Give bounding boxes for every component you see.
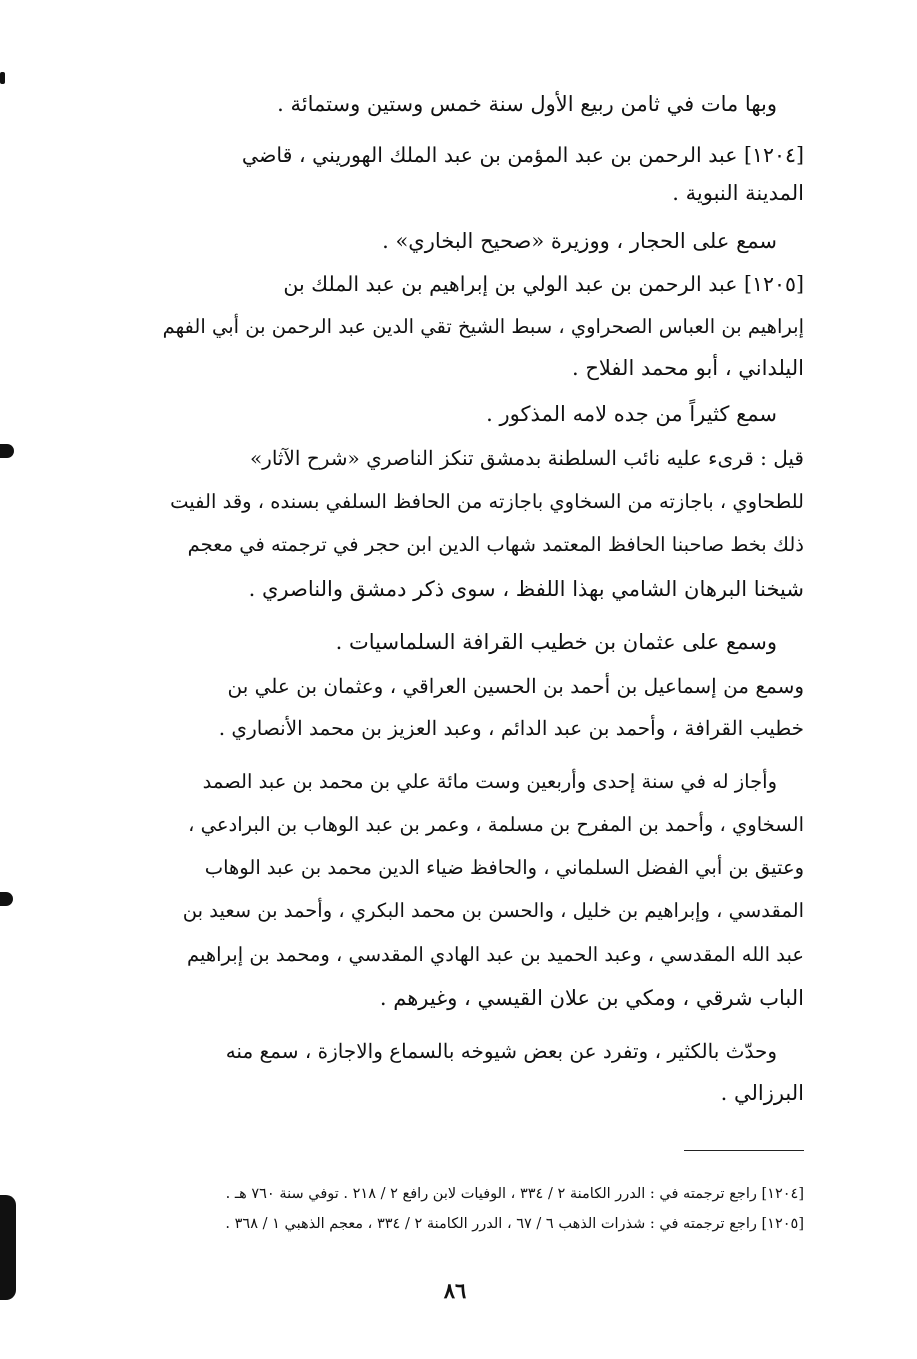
text-line: ذلك بخط صاحبنا الحافظ المعتمد شهاب الدين ابن حجر في ترجمته في معجم — [187, 533, 804, 556]
scan-mark — [0, 72, 5, 84]
text-line: وعتيق بن أبي الفضل السلماني ، والحافظ ضياء الدين محمد بن عبد الوهاب — [204, 856, 804, 879]
scan-mark — [0, 892, 13, 906]
text-line: وأجاز له في سنة إحدى وأربعين وست مائة علي بن محمد بن عبد الصمد — [202, 770, 777, 793]
text-line: وسمع على عثمان بن خطيب القرافة السلماسيات . — [335, 630, 777, 654]
page-number: ٨٦ — [443, 1278, 467, 1303]
text-line: للطحاوي ، باجازته من السخاوي باجازته من الحافظ السلفي بسنده ، وقد الفيت — [170, 490, 804, 513]
text-line: الباب شرقي ، ومكي بن علان القيسي ، وغيرهم . — [379, 986, 804, 1010]
text-line: وسمع من إسماعيل بن أحمد بن الحسين العراقي ، وعثمان بن علي بن — [227, 674, 804, 698]
text-line: اليلداني ، أبو محمد الفلاح . — [572, 356, 804, 380]
text-line: شيخنا البرهان الشامي بهذا اللفظ ، سوى ذكر دمشق والناصري . — [248, 577, 804, 601]
footnote-separator — [684, 1150, 804, 1151]
text-line: المدينة النبوية . — [672, 181, 804, 205]
footnote-1204: [١٢٠٤] راجع ترجمته في : الدرر الكامنة ٢ / ٣٣٤ ، الوفيات لابن رافع ٢ / ٢١٨ . توفي سنة ٧٦٠ هـ . — [225, 1186, 804, 1202]
text-line: خطيب القرافة ، وأحمد بن عبد الدائم ، وعبد العزيز بن محمد الأنصاري . — [218, 716, 804, 740]
text-line: سمع كثيراً من جده لامه المذكور . — [486, 402, 777, 426]
footnote-1205: [١٢٠٥] راجع ترجمته في : شذرات الذهب ٦ / ٦٧ ، الدرر الكامنة ٢ / ٣٣٤ ، معجم الذهبي ١ / ٣٦٨ . — [225, 1216, 804, 1232]
text-line: قيل : قرىء عليه نائب السلطنة بدمشق تنكز الناصري «شرح الآثار» — [249, 446, 804, 470]
text-line: وحدّث بالكثير ، وتفرد عن بعض شيوخه بالسماع والاجازة ، سمع منه — [225, 1039, 777, 1063]
scan-mark — [0, 444, 14, 458]
text-line: المقدسي ، وإبراهيم بن خليل ، والحسن بن محمد البكري ، وأحمد بن سعيد بن — [182, 899, 804, 922]
text-line: عبد الله المقدسي ، وعبد الحميد بن عبد الهادي المقدسي ، ومحمد بن إبراهيم — [186, 943, 804, 966]
text-line: إبراهيم بن العباس الصحراوي ، سبط الشيخ تقي الدين عبد الرحمن بن أبي الفهم — [162, 315, 804, 338]
entry-heading-1204: [١٢٠٤] عبد الرحمن بن عبد المؤمن بن عبد الملك الهوريني ، قاضي — [241, 143, 804, 167]
text-line: سمع على الحجار ، ووزيرة «صحيح البخاري» . — [382, 229, 777, 253]
scan-edge-shadow — [0, 1195, 16, 1300]
text-line: البرزالي . — [720, 1081, 804, 1105]
text-line: السخاوي ، وأحمد بن المفرح بن مسلمة ، وعمر بن عبد الوهاب بن البرادعي ، — [188, 813, 804, 836]
text-line: وبها مات في ثامن ربيع الأول سنة خمس وستين وستمائة . — [277, 92, 777, 116]
entry-heading-1205: [١٢٠٥] عبد الرحمن بن عبد الولي بن إبراهيم بن عبد الملك بن — [283, 272, 804, 296]
